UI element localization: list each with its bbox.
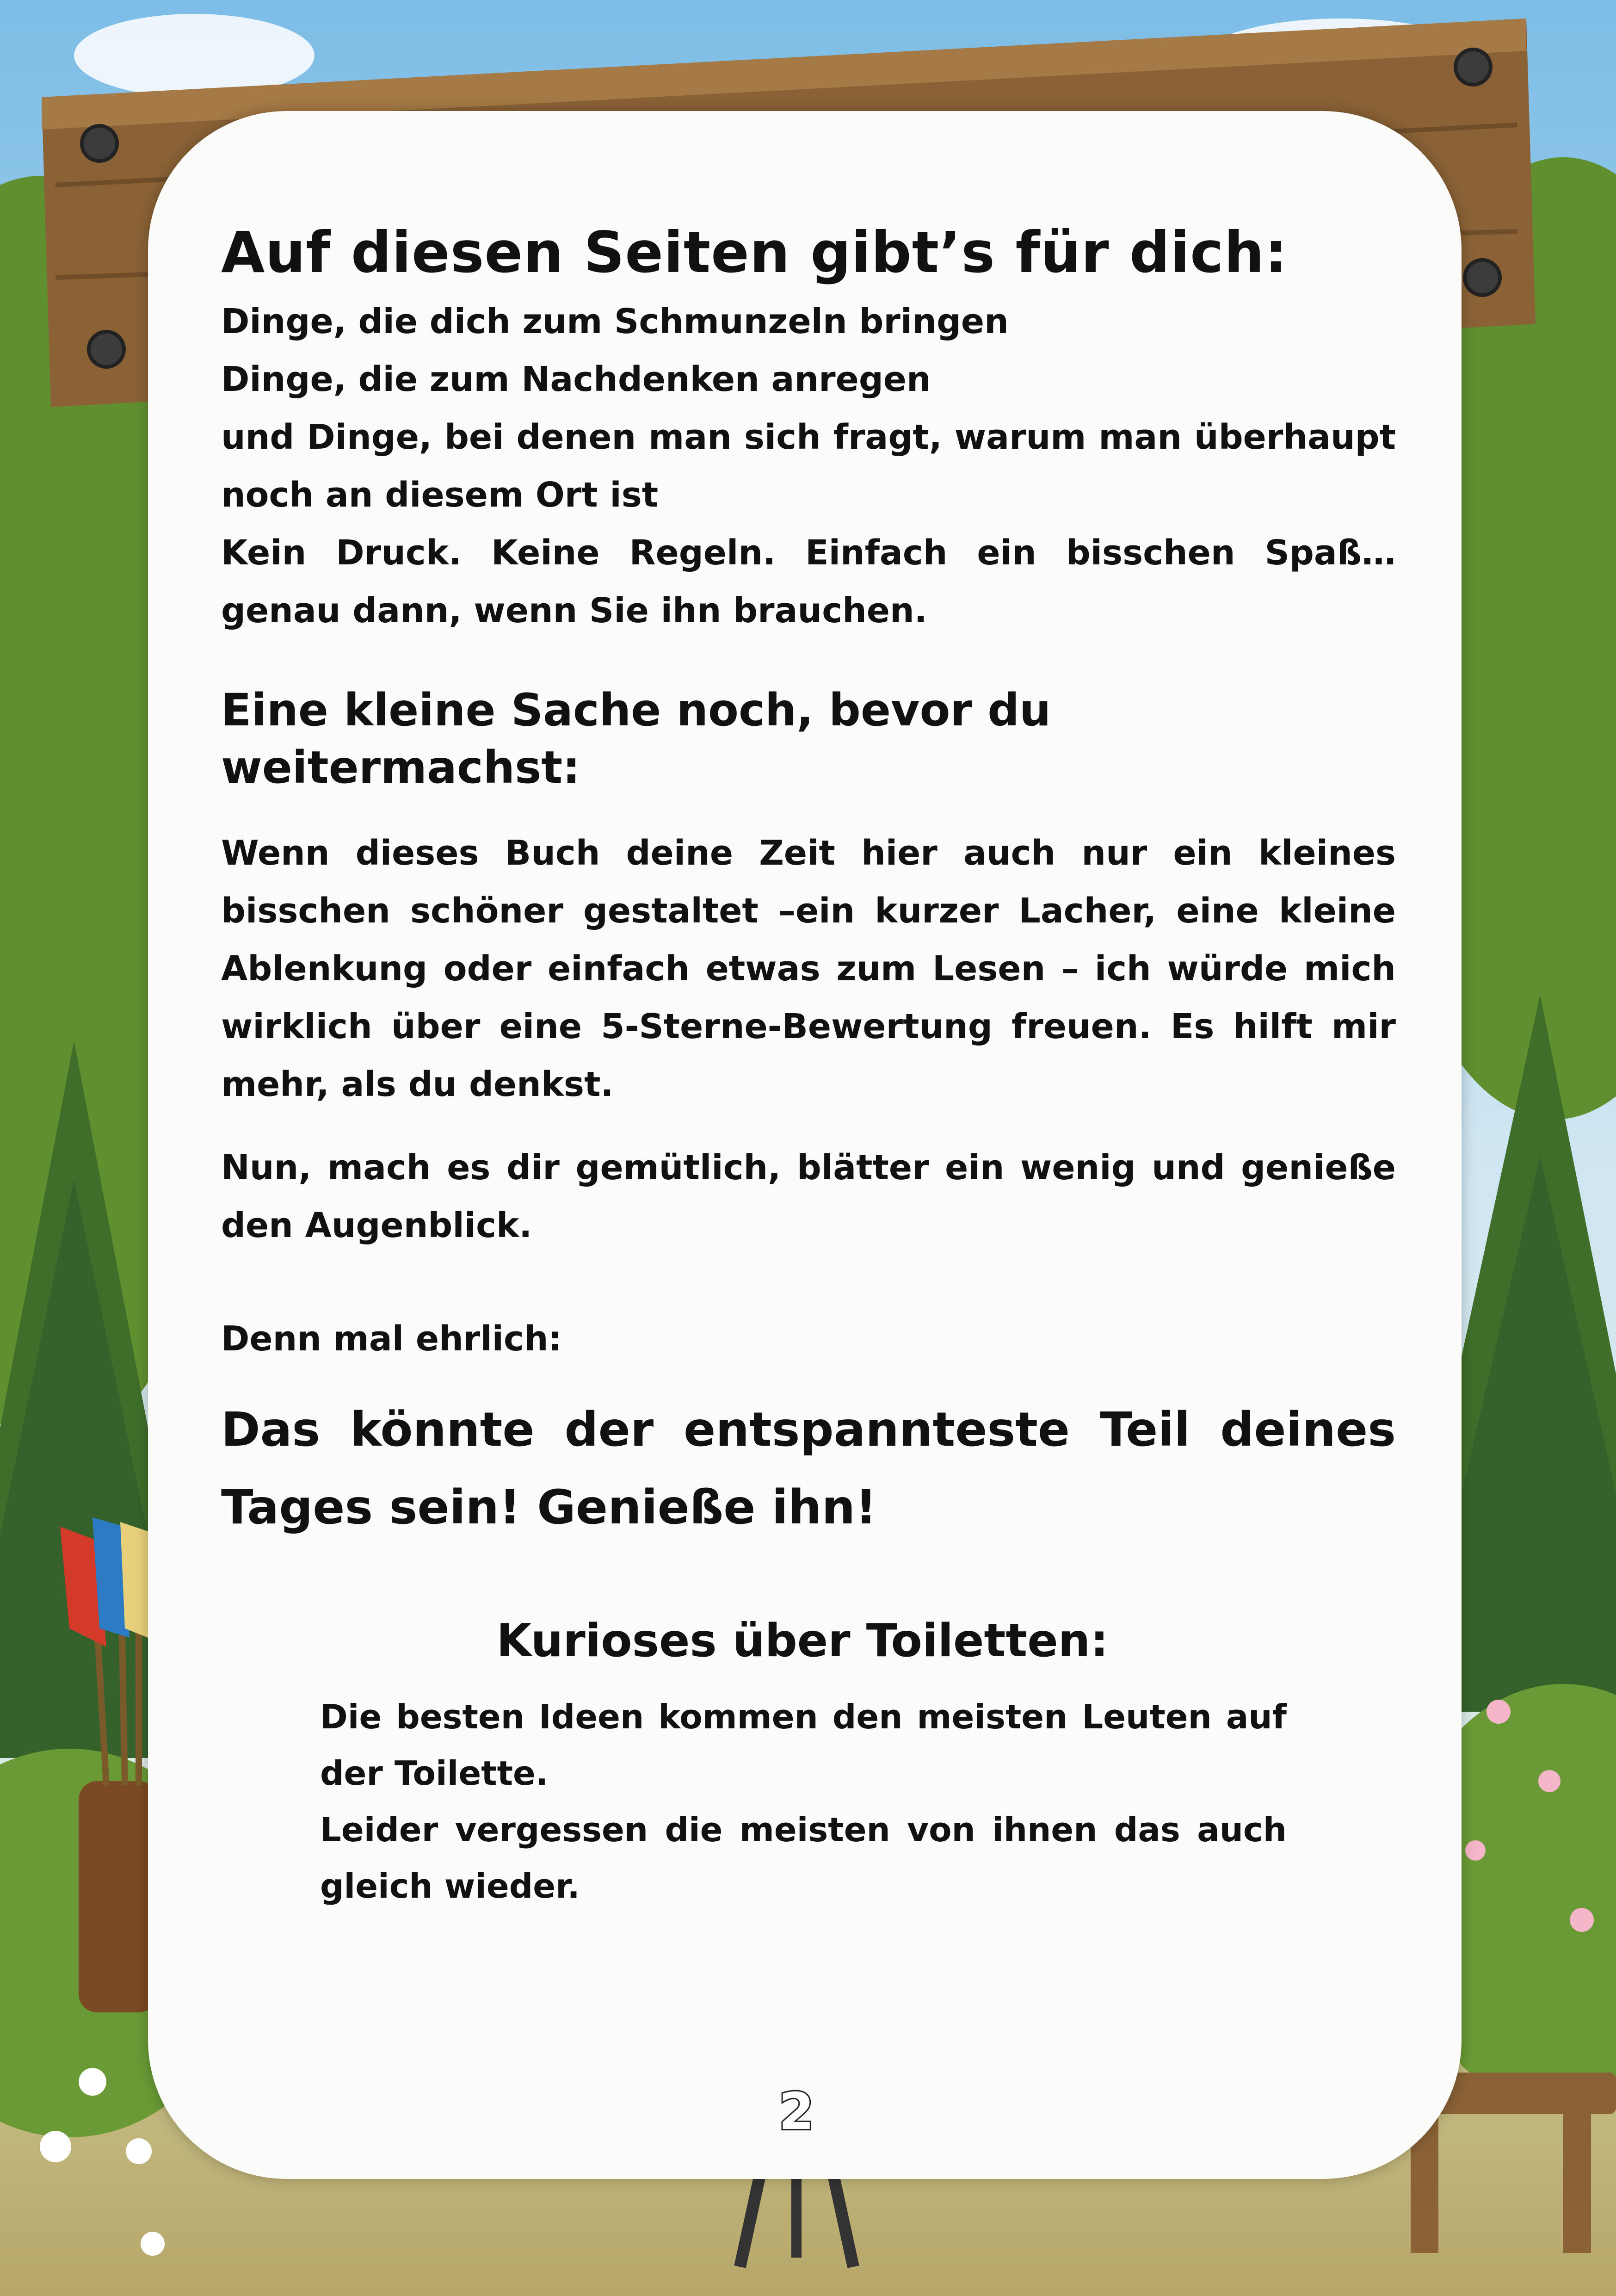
intro-line-1: Dinge, die dich zum Schmunzeln bringen (221, 301, 1009, 341)
closing-statement: Das könnte der entspannteste Teil deines Tages sein! Genieße ihn! (221, 1402, 1396, 1535)
fact-box-text (320, 1689, 1287, 1914)
intro-line-3: und Dinge, bei denen man sich fragt, warum man überhaupt noch an diesem Ort ist (221, 417, 1396, 515)
review-paragraph: Wenn dieses Buch deine Zeit hier auch nur ein kleines bisschen schöner gestaltet –ein kurzer Lacher, eine kleine Ablenkung oder einfach etwas zum Lesen – ich würde mich wirklich über eine 5-Sterne-Bewertung freuen. Es hilft mir mehr, als du denkst. (221, 833, 1396, 1105)
fact-box-title: Kurioses über Toiletten: (496, 1615, 1109, 1667)
page-heading: Auf diesen Seiten gibt’s für dich: (221, 220, 1288, 285)
relax-paragraph: Nun, mach es dir gemütlich, blätter ein wenig und genieße den Augenblick. (221, 1148, 1396, 1246)
intro-line-4: Kein Druck. Keine Regeln. Einfach ein bisschen Spaß… genau dann, wenn Sie ihn brauchen. (221, 532, 1396, 631)
honest-line: Denn mal ehrlich: (221, 1319, 562, 1359)
fact-box-text-1: Die besten Ideen kommen den meisten Leuten auf der Toilette. (320, 1697, 1287, 1793)
page-number: 2 (778, 2082, 814, 2141)
intro-line-2: Dinge, die zum Nachdenken anregen (221, 359, 931, 399)
page-content (221, 217, 1396, 1547)
fact-box-text-2: Leider vergessen die meisten von ihnen das auch gleich wieder. (320, 1810, 1287, 1906)
subheading: Eine kleine Sache noch, bevor du weitermachst: (221, 684, 1051, 794)
